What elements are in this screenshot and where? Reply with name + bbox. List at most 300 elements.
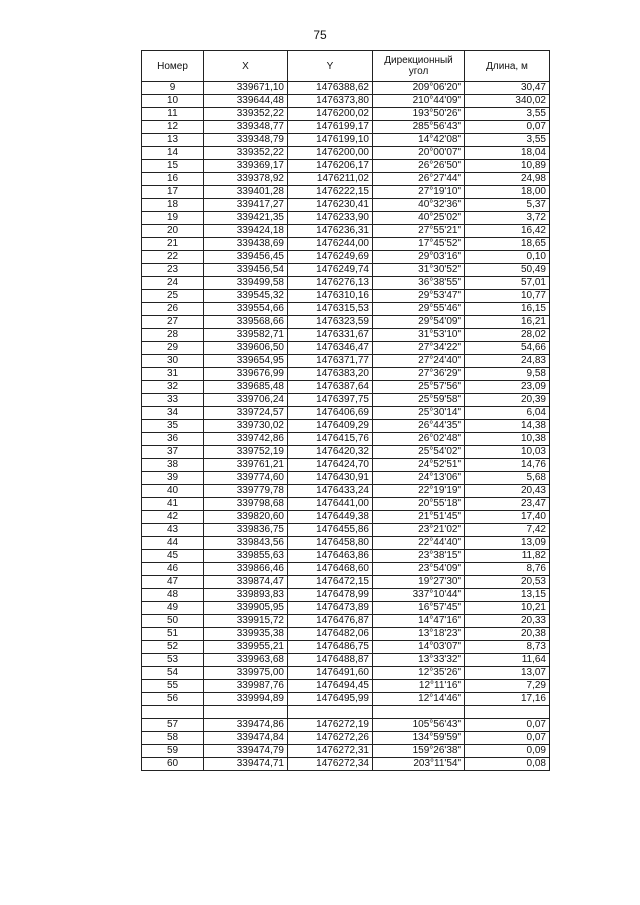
cell-x: 339417,27 bbox=[204, 199, 288, 212]
cell-angle: 24°13'06" bbox=[373, 472, 465, 485]
cell-x: 339582,71 bbox=[204, 329, 288, 342]
cell-number: 41 bbox=[142, 498, 204, 511]
cell-x: 339456,54 bbox=[204, 264, 288, 277]
table-row bbox=[142, 368, 550, 381]
cell-length: 11,82 bbox=[465, 550, 550, 563]
cell-length: 3,55 bbox=[465, 108, 550, 121]
cell-length: 8,76 bbox=[465, 563, 550, 576]
cell-y: 1476491,60 bbox=[288, 667, 373, 680]
cell-angle: 19°27'30" bbox=[373, 576, 465, 589]
table-row bbox=[142, 160, 550, 173]
cell-x: 339935,38 bbox=[204, 628, 288, 641]
cell-length: 17,40 bbox=[465, 511, 550, 524]
cell-y: 1476458,80 bbox=[288, 537, 373, 550]
table-body bbox=[142, 82, 550, 771]
cell-x: 339774,60 bbox=[204, 472, 288, 485]
cell-angle: 12°11'16" bbox=[373, 680, 465, 693]
cell-number: 50 bbox=[142, 615, 204, 628]
cell-number: 55 bbox=[142, 680, 204, 693]
cell-number: 24 bbox=[142, 277, 204, 290]
cell-number: 26 bbox=[142, 303, 204, 316]
cell-number: 31 bbox=[142, 368, 204, 381]
table-row bbox=[142, 550, 550, 563]
cell-y: 1476495,99 bbox=[288, 693, 373, 706]
cell-x: 339424,18 bbox=[204, 225, 288, 238]
cell-x: 339438,69 bbox=[204, 238, 288, 251]
table-row bbox=[142, 82, 550, 95]
cell-x: 339955,21 bbox=[204, 641, 288, 654]
cell-angle: 27°19'10" bbox=[373, 186, 465, 199]
cell-length: 14,38 bbox=[465, 420, 550, 433]
cell-x: 339369,17 bbox=[204, 160, 288, 173]
cell-number: 29 bbox=[142, 342, 204, 355]
table-row bbox=[142, 654, 550, 667]
cell-x: 339474,71 bbox=[204, 758, 288, 771]
coordinates-table bbox=[141, 50, 550, 771]
table-row bbox=[142, 563, 550, 576]
cell-number: 14 bbox=[142, 147, 204, 160]
cell-length: 20,38 bbox=[465, 628, 550, 641]
cell-length: 10,03 bbox=[465, 446, 550, 459]
cell-angle: 22°44'40" bbox=[373, 537, 465, 550]
table-row bbox=[142, 615, 550, 628]
cell-number: 16 bbox=[142, 173, 204, 186]
cell-number: 11 bbox=[142, 108, 204, 121]
cell-x: 339644,48 bbox=[204, 95, 288, 108]
cell-x: 339975,00 bbox=[204, 667, 288, 680]
cell-x: 339474,84 bbox=[204, 732, 288, 745]
cell-length: 0,07 bbox=[465, 121, 550, 134]
cell-length: 10,77 bbox=[465, 290, 550, 303]
cell-number: 23 bbox=[142, 264, 204, 277]
cell-y: 1476472,15 bbox=[288, 576, 373, 589]
table-row bbox=[142, 498, 550, 511]
cell-angle: 26°02'48" bbox=[373, 433, 465, 446]
cell-y: 1476409,29 bbox=[288, 420, 373, 433]
cell-angle: 26°44'35" bbox=[373, 420, 465, 433]
cell-angle: 25°57'56" bbox=[373, 381, 465, 394]
cell-number: 45 bbox=[142, 550, 204, 563]
cell-angle: 20°00'07" bbox=[373, 147, 465, 160]
cell-number: 40 bbox=[142, 485, 204, 498]
cell-y: 1476315,53 bbox=[288, 303, 373, 316]
cell-y: 1476272,19 bbox=[288, 719, 373, 732]
cell-length: 10,21 bbox=[465, 602, 550, 615]
cell-angle: 17°45'52" bbox=[373, 238, 465, 251]
cell-angle: 40°32'36" bbox=[373, 199, 465, 212]
cell-angle: 36°38'55" bbox=[373, 277, 465, 290]
cell-x: 339545,32 bbox=[204, 290, 288, 303]
table-row bbox=[142, 693, 550, 706]
table-row bbox=[142, 303, 550, 316]
cell-number: 30 bbox=[142, 355, 204, 368]
cell-length bbox=[465, 706, 550, 719]
cell-y bbox=[288, 706, 373, 719]
cell-length: 17,16 bbox=[465, 693, 550, 706]
cell-angle: 25°54'02" bbox=[373, 446, 465, 459]
table-row bbox=[142, 459, 550, 472]
table-row bbox=[142, 199, 550, 212]
cell-number: 44 bbox=[142, 537, 204, 550]
cell-angle: 12°14'46" bbox=[373, 693, 465, 706]
cell-length: 50,49 bbox=[465, 264, 550, 277]
cell-y: 1476200,02 bbox=[288, 108, 373, 121]
table-row bbox=[142, 407, 550, 420]
table-row bbox=[142, 576, 550, 589]
table-row bbox=[142, 212, 550, 225]
cell-length: 0,10 bbox=[465, 251, 550, 264]
cell-y: 1476424,70 bbox=[288, 459, 373, 472]
cell-angle: 31°30'52" bbox=[373, 264, 465, 277]
cell-angle: 23°54'09" bbox=[373, 563, 465, 576]
cell-x: 339742,86 bbox=[204, 433, 288, 446]
cell-angle: 12°35'26" bbox=[373, 667, 465, 680]
cell-x bbox=[204, 706, 288, 719]
cell-angle: 14°42'08" bbox=[373, 134, 465, 147]
cell-x: 339779,78 bbox=[204, 485, 288, 498]
cell-length: 16,15 bbox=[465, 303, 550, 316]
cell-x: 339499,58 bbox=[204, 277, 288, 290]
cell-length: 0,08 bbox=[465, 758, 550, 771]
cell-x: 339987,76 bbox=[204, 680, 288, 693]
cell-number: 9 bbox=[142, 82, 204, 95]
cell-y: 1476236,31 bbox=[288, 225, 373, 238]
cell-y: 1476206,17 bbox=[288, 160, 373, 173]
cell-length: 10,38 bbox=[465, 433, 550, 446]
table-row bbox=[142, 420, 550, 433]
cell-x: 339724,57 bbox=[204, 407, 288, 420]
cell-number: 49 bbox=[142, 602, 204, 615]
table-row bbox=[142, 589, 550, 602]
page-number: 75 bbox=[313, 28, 327, 42]
cell-x: 339568,66 bbox=[204, 316, 288, 329]
cell-length: 6,04 bbox=[465, 407, 550, 420]
cell-number: 27 bbox=[142, 316, 204, 329]
cell-number: 19 bbox=[142, 212, 204, 225]
cell-y: 1476468,60 bbox=[288, 563, 373, 576]
cell-angle: 209°06'20" bbox=[373, 82, 465, 95]
cell-x: 339676,99 bbox=[204, 368, 288, 381]
cell-y: 1476272,31 bbox=[288, 745, 373, 758]
cell-y: 1476272,34 bbox=[288, 758, 373, 771]
cell-y: 1476199,10 bbox=[288, 134, 373, 147]
cell-x: 339730,02 bbox=[204, 420, 288, 433]
header-x: X bbox=[204, 51, 288, 82]
cell-number: 17 bbox=[142, 186, 204, 199]
cell-angle: 40°25'02" bbox=[373, 212, 465, 225]
cell-length: 5,68 bbox=[465, 472, 550, 485]
cell-y: 1476230,41 bbox=[288, 199, 373, 212]
table-row bbox=[142, 602, 550, 615]
cell-angle: 27°34'22" bbox=[373, 342, 465, 355]
table-row bbox=[142, 277, 550, 290]
table-header-row bbox=[142, 51, 550, 82]
table-row bbox=[142, 472, 550, 485]
cell-length: 8,73 bbox=[465, 641, 550, 654]
cell-angle: 26°26'50" bbox=[373, 160, 465, 173]
cell-x: 339671,10 bbox=[204, 82, 288, 95]
cell-y: 1476323,59 bbox=[288, 316, 373, 329]
cell-angle: 20°55'18" bbox=[373, 498, 465, 511]
cell-length: 20,43 bbox=[465, 485, 550, 498]
cell-y: 1476199,17 bbox=[288, 121, 373, 134]
cell-angle: 16°57'45" bbox=[373, 602, 465, 615]
cell-number: 56 bbox=[142, 693, 204, 706]
cell-y: 1476494,45 bbox=[288, 680, 373, 693]
table-row bbox=[142, 381, 550, 394]
cell-y: 1476276,13 bbox=[288, 277, 373, 290]
table-row bbox=[142, 355, 550, 368]
cell-number: 22 bbox=[142, 251, 204, 264]
cell-length: 30,47 bbox=[465, 82, 550, 95]
cell-y: 1476233,90 bbox=[288, 212, 373, 225]
table-row bbox=[142, 524, 550, 537]
table-row bbox=[142, 108, 550, 121]
cell-y: 1476331,67 bbox=[288, 329, 373, 342]
cell-length: 23,09 bbox=[465, 381, 550, 394]
cell-number: 35 bbox=[142, 420, 204, 433]
cell-x: 339554,66 bbox=[204, 303, 288, 316]
cell-y: 1476478,99 bbox=[288, 589, 373, 602]
cell-y: 1476388,62 bbox=[288, 82, 373, 95]
cell-y: 1476371,77 bbox=[288, 355, 373, 368]
cell-y: 1476420,32 bbox=[288, 446, 373, 459]
cell-angle: 13°18'23" bbox=[373, 628, 465, 641]
table-row bbox=[142, 641, 550, 654]
table-row bbox=[142, 121, 550, 134]
cell-y: 1476486,75 bbox=[288, 641, 373, 654]
cell-x: 339352,22 bbox=[204, 147, 288, 160]
cell-angle: 29°53'47" bbox=[373, 290, 465, 303]
cell-y: 1476383,20 bbox=[288, 368, 373, 381]
cell-y: 1476244,00 bbox=[288, 238, 373, 251]
cell-x: 339798,68 bbox=[204, 498, 288, 511]
cell-x: 339352,22 bbox=[204, 108, 288, 121]
table-row bbox=[142, 667, 550, 680]
table-row bbox=[142, 238, 550, 251]
cell-length: 24,83 bbox=[465, 355, 550, 368]
table-row bbox=[142, 264, 550, 277]
table-row bbox=[142, 290, 550, 303]
cell-angle: 27°24'40" bbox=[373, 355, 465, 368]
cell-length: 18,00 bbox=[465, 186, 550, 199]
cell-y: 1476387,64 bbox=[288, 381, 373, 394]
table-row bbox=[142, 745, 550, 758]
cell-number: 15 bbox=[142, 160, 204, 173]
cell-angle: 29°55'46" bbox=[373, 303, 465, 316]
table-row bbox=[142, 537, 550, 550]
cell-number: 39 bbox=[142, 472, 204, 485]
cell-y: 1476463,86 bbox=[288, 550, 373, 563]
cell-x: 339706,24 bbox=[204, 394, 288, 407]
cell-number: 51 bbox=[142, 628, 204, 641]
cell-length: 18,04 bbox=[465, 147, 550, 160]
cell-number: 43 bbox=[142, 524, 204, 537]
cell-angle: 13°33'32" bbox=[373, 654, 465, 667]
cell-length: 23,47 bbox=[465, 498, 550, 511]
table-row bbox=[142, 394, 550, 407]
table-row bbox=[142, 251, 550, 264]
cell-number: 58 bbox=[142, 732, 204, 745]
cell-angle: 337°10'44" bbox=[373, 589, 465, 602]
cell-number: 48 bbox=[142, 589, 204, 602]
cell-number: 13 bbox=[142, 134, 204, 147]
cell-number: 18 bbox=[142, 199, 204, 212]
cell-y: 1476430,91 bbox=[288, 472, 373, 485]
header-number: Номер bbox=[142, 51, 204, 82]
header-length: Длина, м bbox=[465, 51, 550, 82]
cell-x: 339761,21 bbox=[204, 459, 288, 472]
cell-y: 1476455,86 bbox=[288, 524, 373, 537]
cell-angle: 29°54'09" bbox=[373, 316, 465, 329]
cell-angle: 21°51'45" bbox=[373, 511, 465, 524]
cell-angle: 159°26'38" bbox=[373, 745, 465, 758]
cell-y: 1476415,76 bbox=[288, 433, 373, 446]
cell-length: 16,21 bbox=[465, 316, 550, 329]
cell-x: 339915,72 bbox=[204, 615, 288, 628]
cell-y: 1476249,74 bbox=[288, 264, 373, 277]
cell-number: 60 bbox=[142, 758, 204, 771]
cell-angle: 26°27'44" bbox=[373, 173, 465, 186]
cell-length: 11,64 bbox=[465, 654, 550, 667]
table-row bbox=[142, 95, 550, 108]
cell-length: 57,01 bbox=[465, 277, 550, 290]
table-row bbox=[142, 758, 550, 771]
cell-x: 339378,92 bbox=[204, 173, 288, 186]
cell-x: 339401,28 bbox=[204, 186, 288, 199]
table-row bbox=[142, 173, 550, 186]
cell-x: 339752,19 bbox=[204, 446, 288, 459]
cell-length: 340,02 bbox=[465, 95, 550, 108]
cell-y: 1476482,06 bbox=[288, 628, 373, 641]
cell-x: 339474,86 bbox=[204, 719, 288, 732]
cell-x: 339654,95 bbox=[204, 355, 288, 368]
cell-length: 5,37 bbox=[465, 199, 550, 212]
table-row bbox=[142, 485, 550, 498]
cell-length: 3,72 bbox=[465, 212, 550, 225]
cell-number: 34 bbox=[142, 407, 204, 420]
cell-length: 20,33 bbox=[465, 615, 550, 628]
cell-x: 339994,89 bbox=[204, 693, 288, 706]
cell-x: 339874,47 bbox=[204, 576, 288, 589]
cell-y: 1476433,24 bbox=[288, 485, 373, 498]
cell-x: 339606,50 bbox=[204, 342, 288, 355]
cell-number: 20 bbox=[142, 225, 204, 238]
cell-y: 1476272,26 bbox=[288, 732, 373, 745]
cell-length: 14,76 bbox=[465, 459, 550, 472]
table-row bbox=[142, 719, 550, 732]
cell-angle: 27°36'29" bbox=[373, 368, 465, 381]
cell-x: 339843,56 bbox=[204, 537, 288, 550]
cell-angle: 14°03'07" bbox=[373, 641, 465, 654]
cell-angle: 22°19'19" bbox=[373, 485, 465, 498]
table-row bbox=[142, 147, 550, 160]
cell-angle: 285°56'43" bbox=[373, 121, 465, 134]
cell-number: 38 bbox=[142, 459, 204, 472]
cell-angle: 25°30'14" bbox=[373, 407, 465, 420]
table-row bbox=[142, 511, 550, 524]
cell-length: 13,07 bbox=[465, 667, 550, 680]
cell-number: 57 bbox=[142, 719, 204, 732]
cell-angle: 210°44'09" bbox=[373, 95, 465, 108]
cell-angle: 31°53'10" bbox=[373, 329, 465, 342]
cell-y: 1476476,87 bbox=[288, 615, 373, 628]
cell-number: 36 bbox=[142, 433, 204, 446]
cell-length: 18,65 bbox=[465, 238, 550, 251]
cell-length: 10,89 bbox=[465, 160, 550, 173]
cell-length: 54,66 bbox=[465, 342, 550, 355]
cell-x: 339348,79 bbox=[204, 134, 288, 147]
cell-angle: 23°38'15" bbox=[373, 550, 465, 563]
cell-number: 37 bbox=[142, 446, 204, 459]
table-row-blank bbox=[142, 706, 550, 719]
table-row bbox=[142, 316, 550, 329]
cell-x: 339474,79 bbox=[204, 745, 288, 758]
cell-angle: 14°47'16" bbox=[373, 615, 465, 628]
cell-length: 20,39 bbox=[465, 394, 550, 407]
cell-number: 52 bbox=[142, 641, 204, 654]
cell-number bbox=[142, 706, 204, 719]
table-row bbox=[142, 628, 550, 641]
cell-length: 9,58 bbox=[465, 368, 550, 381]
table-row bbox=[142, 732, 550, 745]
cell-y: 1476200,00 bbox=[288, 147, 373, 160]
cell-angle: 134°59'59" bbox=[373, 732, 465, 745]
cell-y: 1476310,16 bbox=[288, 290, 373, 303]
cell-angle: 203°11'54" bbox=[373, 758, 465, 771]
cell-number: 53 bbox=[142, 654, 204, 667]
cell-x: 339963,68 bbox=[204, 654, 288, 667]
cell-y: 1476373,80 bbox=[288, 95, 373, 108]
table-row bbox=[142, 329, 550, 342]
cell-number: 32 bbox=[142, 381, 204, 394]
cell-x: 339855,63 bbox=[204, 550, 288, 563]
cell-y: 1476473,89 bbox=[288, 602, 373, 615]
cell-x: 339685,48 bbox=[204, 381, 288, 394]
table-row bbox=[142, 186, 550, 199]
cell-y: 1476222,15 bbox=[288, 186, 373, 199]
cell-angle: 105°56'43" bbox=[373, 719, 465, 732]
cell-x: 339421,35 bbox=[204, 212, 288, 225]
cell-angle: 193°50'26" bbox=[373, 108, 465, 121]
cell-length: 7,29 bbox=[465, 680, 550, 693]
table-row bbox=[142, 446, 550, 459]
cell-y: 1476441,00 bbox=[288, 498, 373, 511]
cell-number: 10 bbox=[142, 95, 204, 108]
cell-y: 1476406,69 bbox=[288, 407, 373, 420]
cell-angle: 25°59'58" bbox=[373, 394, 465, 407]
cell-length: 28,02 bbox=[465, 329, 550, 342]
cell-number: 47 bbox=[142, 576, 204, 589]
cell-number: 21 bbox=[142, 238, 204, 251]
cell-angle: 29°03'16" bbox=[373, 251, 465, 264]
cell-length: 0,09 bbox=[465, 745, 550, 758]
table-row bbox=[142, 342, 550, 355]
header-y: Y bbox=[288, 51, 373, 82]
cell-number: 33 bbox=[142, 394, 204, 407]
cell-y: 1476488,87 bbox=[288, 654, 373, 667]
cell-length: 16,42 bbox=[465, 225, 550, 238]
cell-y: 1476249,69 bbox=[288, 251, 373, 264]
cell-length: 13,09 bbox=[465, 537, 550, 550]
cell-length: 3,55 bbox=[465, 134, 550, 147]
cell-x: 339905,95 bbox=[204, 602, 288, 615]
cell-length: 13,15 bbox=[465, 589, 550, 602]
cell-number: 42 bbox=[142, 511, 204, 524]
cell-y: 1476397,75 bbox=[288, 394, 373, 407]
cell-angle bbox=[373, 706, 465, 719]
cell-number: 54 bbox=[142, 667, 204, 680]
